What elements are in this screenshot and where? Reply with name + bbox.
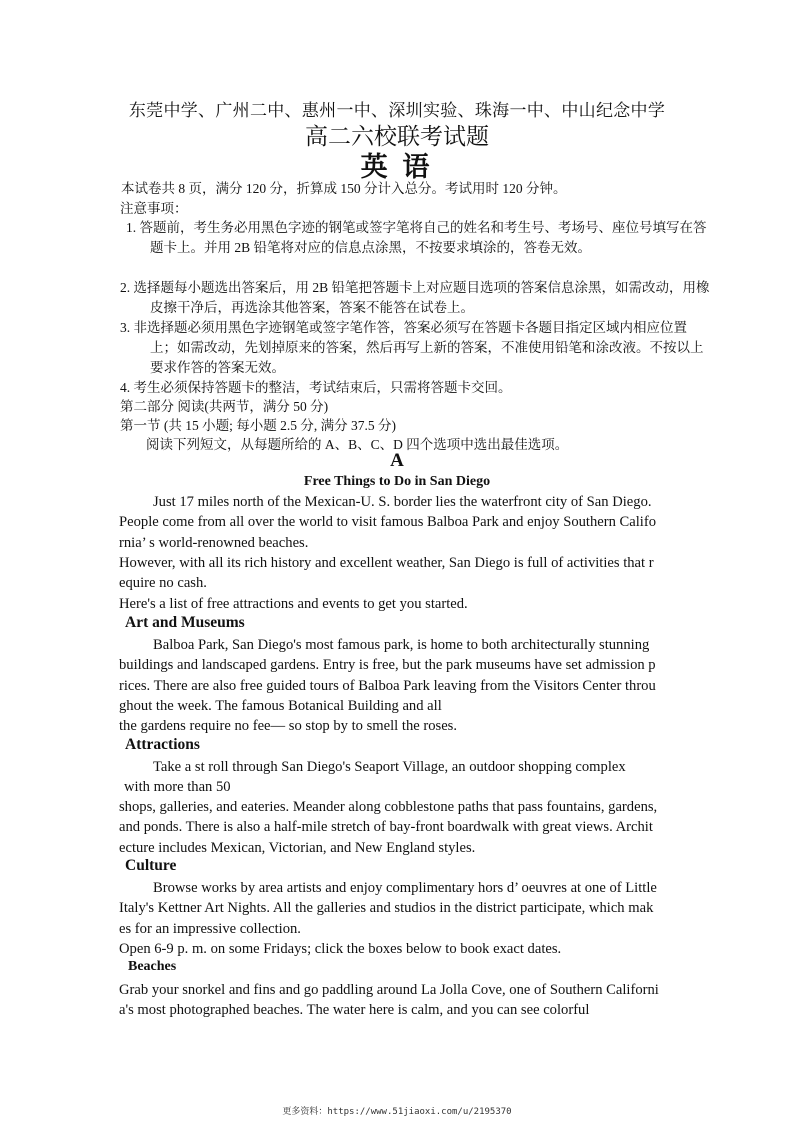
passage-paragraph: Balboa Park, San Diego's most famous park, is home to both architecturally stunning buildings and landscaped gardens. Entry is free, but the park museums have set admission prices. There are also free guided tours of Balboa Park leaving from the Visitors Center throughout the week. The famous Botanical Building and all xyxy=(119,637,656,715)
heading-attractions: Attractions xyxy=(125,736,200,753)
section-instruction: 阅读下列短文，从每题所给的 A、B、C、D 四个选项中选出最佳选项。 xyxy=(146,437,569,452)
exam-title: 高二六校联考试题 xyxy=(305,124,489,149)
notice-item: 1. 答题前，考生务必用黑色字迹的钢笔或签字笔将自己的姓名和考生号、考场号、座位号填写在答题卡上。并用 2B 铅笔将对应的信息点涂黑，不按要求填涂的，答卷无效。 xyxy=(126,220,707,255)
passage-paragraph: Browse works by area artists and enjoy complimentary hors d’ oeuvres at one of Little Italy's Kettner Art Nights. All the galleries and studios in the district participate, which makes for an impressive collection. xyxy=(119,880,657,937)
passage-paragraph: Take a st roll through San Diego's Seaport Village, an outdoor shopping complex xyxy=(153,759,626,775)
heading-culture: Culture xyxy=(125,857,177,874)
notice-title: 注意事项： xyxy=(120,201,188,216)
passage-paragraph: Here's a list of free attractions and events to get you started. xyxy=(119,596,468,612)
passage-title: Free Things to Do in San Diego xyxy=(303,474,491,489)
notice-item: 2. 选择题每小题选出答案后，用 2B 铅笔把答题卡上对应题目选项的答案信息涂黑，如需改动，用橡皮擦干净后，再选涂其他答案，答案不能答在试卷上。 xyxy=(120,280,710,315)
passage-paragraph: Grab your snorkel and fins and go paddling around La Jolla Cove, one of Southern California's most photographed beaches. The water here is calm, and you can see colorful xyxy=(119,982,659,1019)
part-title: 第二部分 阅读(共两节，满分 50 分) xyxy=(120,399,329,414)
passage-paragraph: with more than 50 xyxy=(124,779,231,795)
passage-letter: A xyxy=(390,450,404,471)
passage-paragraph: the gardens require no fee— so stop by to smell the roses. xyxy=(119,718,458,734)
passage-paragraph: However, with all its rich history and excellent weather, San Diego is full of activities that require no cash. xyxy=(119,555,654,592)
passage-paragraph: Open 6-9 p. m. on some Fridays; click the boxes below to book exact dates. xyxy=(119,941,562,957)
subject-title: 英 语 xyxy=(360,152,434,182)
notice-item: 4. 考生必须保持答题卡的整洁，考试结束后，只需将答题卡交回。 xyxy=(120,380,512,395)
passage-paragraph: Just 17 miles north of the Mexican-U. S. border lies the waterfront city of San Diego. People come from all over the world to visit famous Balboa Park and enjoy Southern California’ s world-renowned beaches. xyxy=(119,494,657,551)
section-title: 第一节 (共 15 小题; 每小题 2.5 分, 满分 37.5 分) xyxy=(120,418,396,433)
exam-intro: 本试卷共 8 页，满分 120 分，折算成 150 分计入总分。考试用时 120 分钟。 xyxy=(121,181,567,196)
passage-paragraph: shops, galleries, and eateries. Meander along cobblestone paths that pass fountains, gardens, and ponds. There is also a half-mile stretch of bay-front boardwalk with great views. Architecture includes Mexican, Victorian, and New England styles. xyxy=(119,799,658,856)
heading-beaches: Beaches xyxy=(128,959,177,974)
school-list: 东莞中学、广州二中、惠州一中、深圳实验、珠海一中、中山纪念中学 xyxy=(128,101,666,120)
notice-item: 3. 非选择题必须用黑色字迹钢笔或签字笔作答，答案必须写在答题卡各题目指定区域内相应位置上；如需改动，先划掉原来的答案，然后再写上新的答案，不准使用铅笔和涂改液。不按以上要求作答的答案无效。 xyxy=(120,320,704,375)
footer-source: 更多资料：https://www.51jiaoxi.com/u/2195370 xyxy=(282,1107,512,1117)
heading-art-museums: Art and Museums xyxy=(125,614,245,631)
